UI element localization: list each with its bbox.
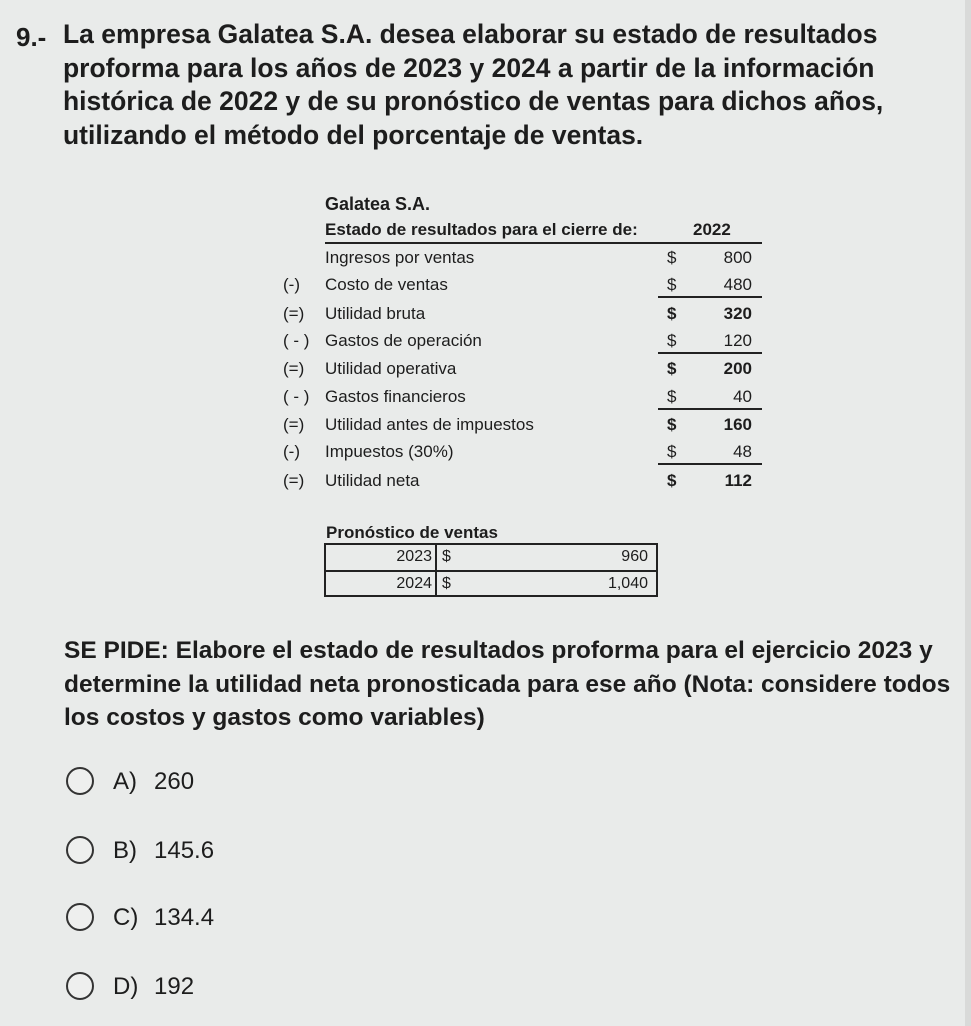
option-letter: D)	[113, 973, 139, 1000]
row-label: Gastos de operación	[325, 331, 482, 350]
row-value: 112	[724, 471, 752, 490]
forecast-currency: $	[442, 575, 451, 592]
option-value: 192	[154, 973, 195, 1000]
forecast-year: 2024	[396, 575, 432, 592]
frame-edge	[965, 0, 971, 1026]
row-value: 200	[723, 359, 752, 378]
forecast-value: 960	[621, 548, 648, 565]
row-currency: $	[667, 387, 677, 406]
column-divider	[435, 572, 437, 597]
request-text: SE PIDE: Elabore el estado de resultados proforma para el ejercicio 2023 y determine la utilidad neta pronosticada para ese año (Nota: considere todos los costos y gastos como variables)	[64, 637, 951, 731]
option-value: 134.4	[154, 904, 215, 931]
subtotal-rule	[658, 408, 762, 410]
row-label: Impuestos (30%)	[325, 442, 454, 461]
row-currency: $	[667, 442, 677, 461]
row-operator: (=)	[283, 415, 305, 434]
row-label: Gastos financieros	[325, 387, 466, 406]
row-value: 320	[723, 304, 752, 323]
row-operator: (=)	[283, 304, 305, 323]
subtotal-rule	[658, 463, 762, 465]
forecast-row	[326, 545, 656, 570]
row-operator: (=)	[283, 359, 305, 378]
row-currency: $	[667, 359, 677, 378]
row-value: 120	[723, 331, 752, 350]
forecast-value: 1,040	[607, 575, 648, 592]
forecast-title: Pronóstico de ventas	[326, 523, 498, 542]
forecast-year: 2023	[396, 548, 432, 565]
forecast-currency: $	[442, 548, 451, 565]
column-divider	[435, 545, 437, 570]
radio-button[interactable]	[66, 836, 94, 864]
statement-header: Estado de resultados para el cierre de:	[325, 220, 638, 239]
row-label: Utilidad neta	[325, 471, 420, 490]
radio-button[interactable]	[66, 972, 94, 1000]
subtotal-rule	[658, 296, 762, 298]
forecast-table	[324, 543, 658, 597]
radio-button[interactable]	[66, 903, 94, 931]
company-name: Galatea S.A.	[325, 194, 431, 214]
question-text: La empresa Galatea S.A. desea elaborar su estado de resultados proforma para los años de 2023 y 2024 a partir de la información histórica de 2022 y de su pronóstico de ventas para dichos años, utilizando el método del porcentaje de ventas.	[63, 19, 884, 150]
row-operator: ( - )	[283, 387, 310, 406]
row-value: 480	[723, 275, 752, 294]
statement-row	[270, 248, 770, 274]
forecast-row	[326, 570, 656, 597]
row-value: 800	[723, 248, 752, 267]
statement-row	[270, 471, 770, 497]
row-label: Utilidad antes de impuestos	[325, 415, 534, 434]
row-currency: $	[667, 275, 677, 294]
row-currency: $	[667, 471, 677, 490]
row-label: Utilidad bruta	[325, 304, 426, 323]
row-operator: (-)	[283, 442, 300, 461]
row-value: 160	[723, 415, 752, 434]
row-label: Utilidad operativa	[325, 359, 457, 378]
row-label: Costo de ventas	[325, 275, 448, 294]
statement-year: 2022	[693, 220, 731, 239]
statement-row	[270, 359, 770, 385]
option-letter: B)	[113, 837, 137, 864]
statement-row	[270, 415, 770, 441]
question-number: 9.-	[16, 22, 47, 52]
subtotal-rule	[658, 352, 762, 354]
row-label: Ingresos por ventas	[325, 248, 475, 267]
row-operator: ( - )	[283, 331, 310, 350]
row-operator: (-)	[283, 275, 300, 294]
option-value: 145.6	[154, 837, 215, 864]
row-currency: $	[667, 304, 677, 323]
statement-row	[270, 304, 770, 330]
row-currency: $	[667, 415, 677, 434]
option-letter: A)	[113, 768, 137, 795]
option-letter: C)	[113, 904, 139, 931]
option-value: 260	[154, 768, 195, 795]
row-currency: $	[667, 331, 677, 350]
row-value: 48	[733, 442, 752, 461]
header-rule	[325, 242, 762, 244]
row-operator: (=)	[283, 471, 305, 490]
radio-button[interactable]	[66, 767, 94, 795]
row-value: 40	[733, 387, 752, 406]
row-currency: $	[667, 248, 677, 267]
